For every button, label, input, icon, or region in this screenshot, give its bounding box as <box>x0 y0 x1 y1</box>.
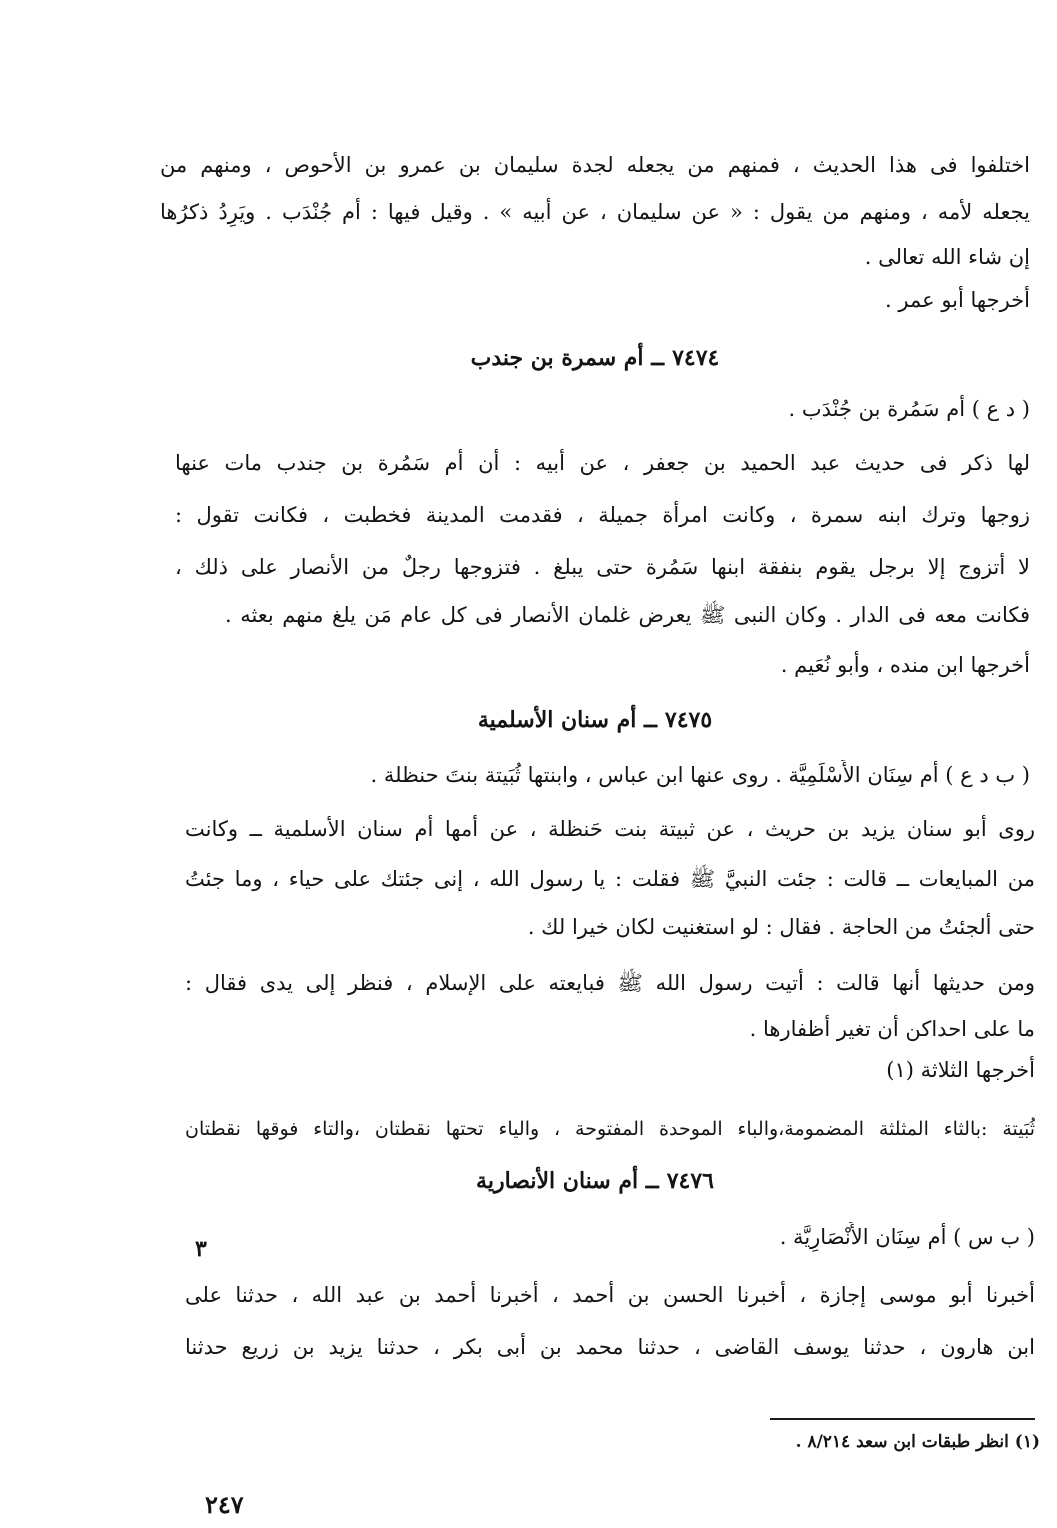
intro-line-3: إن شاء الله تعالى . <box>864 245 1030 269</box>
entry-7475-line-1: ( ب د ع ) أم سِنَان الأَسْلَمِيَّة . روى عنها ابن عباس ، وابنتها ثُبَيتة بنتَ حنظلة . <box>370 763 1030 787</box>
entry-7476-line-1: ( ب س ) أم سِنَان الأَنْصَارِيَّة . <box>779 1225 1035 1249</box>
entry-7475-line-2: روى أبو سنان يزيد بن حريث ، عن ثبيتة بنت حَنظلة ، عن أمها أم سنان الأسلمية ــ وكانت <box>185 817 1035 841</box>
entry-7476-line-3: ابن هارون ، حدثنا يوسف القاضى ، حدثنا محمد بن أبى بكر ، حدثنا يزيد بن زريع حدثنا <box>185 1335 1035 1359</box>
footnote-divider <box>770 1418 1035 1420</box>
entry-7474-line-1: ( د ع ) أم سَمُرة بن جُنْدَب . <box>788 397 1030 421</box>
entry-heading-7476 <box>150 1166 1040 1196</box>
entry-7475-line-3: من المبايعات ــ قالت : جئت النبيَّ ﷺ فقلت : يا رسول الله ، إنى جئتك على حياء ، وما جئتُ <box>185 867 1035 891</box>
page-number: ٢٤٧ <box>205 1490 244 1519</box>
entry-title: ــ أم سنان الأسلمية <box>477 707 657 733</box>
entry-heading-7474 <box>150 343 1040 373</box>
entry-7474-line-2: لها ذكر فى حديث عبد الحميد بن جعفر ، عن أبيه : أن أم سَمُرة بن جندب مات عنها <box>175 451 1030 475</box>
entry-heading-7475 <box>150 705 1040 735</box>
footnote: (١) انظر طبقات ابن سعد ٨/٢١٤ . <box>795 1432 1040 1452</box>
intro-line-4: أخرجها أبو عمر . <box>885 288 1030 312</box>
entry-7475-line-8: ثُبَيتة :بالثاء المثلثة المضمومة،والباء الموحدة المفتوحة ، والياء تحتها نقطتان ،والتاء فوقها نقطتان <box>185 1118 1035 1140</box>
entry-7475-line-6: ما على احداكن أن تغير أظفارها . <box>749 1017 1035 1041</box>
intro-line-2: يجعله لأمه ، ومنهم من يقول : « عن سليمان ، عن أبيه » . وقيل فيها : أم جُنْدَب . ويَرِدُ ذكرُها <box>160 200 1030 224</box>
margin-number: ٣ <box>195 1236 207 1262</box>
entry-title: ــ أم سنان الأنصارية <box>476 1168 659 1194</box>
entry-number: ٧٤٧٥ <box>664 707 713 733</box>
entry-7474-line-3: زوجها وترك ابنه سمرة ، وكانت امرأة جميلة ، فقدمت المدينة فخطبت ، فكانت تقول : <box>175 503 1030 527</box>
intro-line-1: اختلفوا فى هذا الحديث ، فمنهم من يجعله لجدة سليمان بن عمرو بن الأحوص ، ومنهم من <box>160 153 1030 177</box>
entry-7474-line-6: أخرجها ابن منده ، وأبو نُعَيم . <box>780 653 1030 677</box>
entry-7475-line-7: أخرجها الثلاثة (١) <box>886 1058 1035 1082</box>
entry-7475-line-5: ومن حديثها أنها قالت : أتيت رسول الله ﷺ فبايعته على الإسلام ، فنظر إلى يدى فقال : <box>185 971 1035 995</box>
entry-7474-line-5: فكانت معه فى الدار . وكان النبى ﷺ يعرض غلمان الأنصار فى كل عام مَن يلغ منهم بعثه . <box>225 603 1030 627</box>
entry-7475-line-4: حتى ألجئتُ من الحاجة . فقال : لو استغنيت لكان خيرا لك . <box>527 915 1035 939</box>
entry-7476-line-2: أخبرنا أبو موسى إجازة ، أخبرنا الحسن بن أحمد ، أخبرنا أحمد بن عبد الله ، حدثنا على <box>185 1283 1035 1307</box>
entry-number: ٧٤٧٤ <box>672 345 720 371</box>
entry-title: ــ أم سمرة بن جندب <box>470 345 665 371</box>
entry-7474-line-4: لا أتزوج إلا برجل يقوم بنفقة ابنها سَمُرة حتى يبلغ . فتزوجها رجلٌ من الأنصار على ذلك ، <box>175 555 1030 579</box>
entry-number: ٧٤٧٦ <box>666 1168 714 1194</box>
